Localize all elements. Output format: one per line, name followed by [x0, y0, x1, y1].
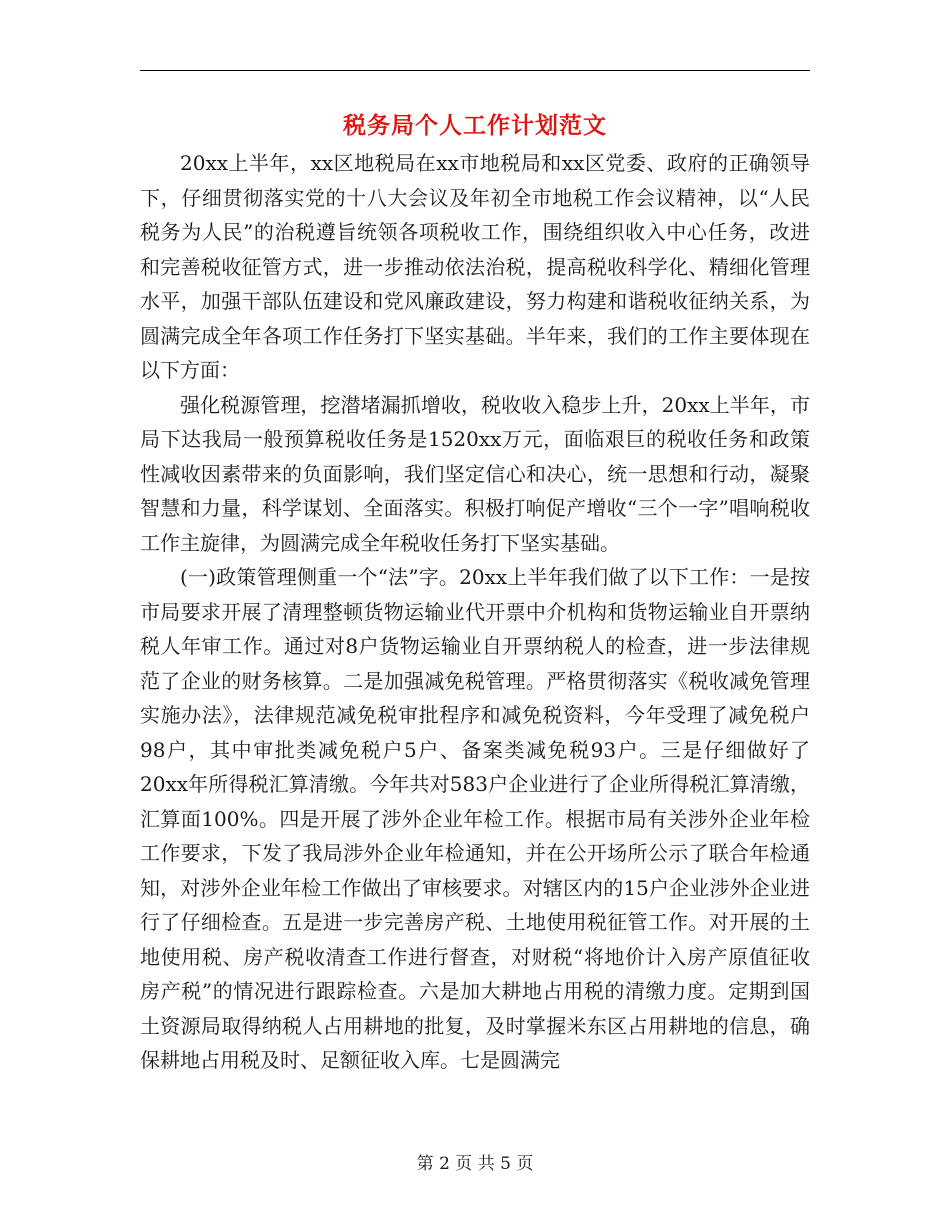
paragraph-policy-management: (一)政策管理侧重一个“法”字。20xx上半年我们做了以下工作：一是按市局要求开展了清理整顿货物运输业代开票中介机构和货物运输业自开票纳税人年审工作。通过对8户货物运输业自开票纳税人的检查，进一步法律规范了企业的财务核算。二是加强减免税管理。严格贯彻落实《税收减免管理实施办法》，法律规范减免税审批程序和减免税资料，今年受理了减免税户98户，其中审批类减免税户5户、备案类减免税93户。三是仔细做好了20xx年所得税汇算清缴。今年共对583户企业进行了企业所得税汇算清缴，汇算面100%。四是开展了涉外企业年检工作。根据市局有关涉外企业年检工作要求，下发了我局涉外企业年检通知，并在公开场所公示了联合年检通知，对涉外企业年检工作做出了审核要求。对辖区内的15户企业涉外企业进行了仔细检查。五是进一步完善房产税、土地使用税征管工作。对开展的土地使用税、房产税收清查工作进行督查，对财税“将地价计入房产原值征收房产税”的情况进行跟踪检查。六是加大耕地占用税的清缴力度。定期到国土资源局取得纳税人占用耕地的批复，及时掌握米东区占用耕地的信息，确保耕地占用税及时、足额征收入库。七是圆满完 [140, 565, 810, 1072]
paragraph-intro: 20xx上半年，xx区地税局在xx市地税局和xx区党委、政府的正确领导下，仔细贯彻落实党的十八大会议及年初全市地税工作会议精神，以“人民税务为人民”的治税遵旨统领各项税收工作，围绕组织收入中心任务，改进和完善税收征管方式，进一步推动依法治税，提高税收科学化、精细化管理水平，加强干部队伍建设和党风廉政建设，努力构建和谐税收征纳关系，为圆满完成全年各项工作任务打下坚实基础。半年来，我们的工作主要体现在以下方面： [140, 151, 810, 382]
paragraph-tax-source: 强化税源管理，挖潜堵漏抓增收，税收收入稳步上升，20xx上半年，市局下达我局一般预算税收任务是1520xx万元，面临艰巨的税收任务和政策性减收因素带来的负面影响，我们坚定信心和决心，统一思想和行动，凝聚智慧和力量，科学谋划、全面落实。积极打响促产增收“三个一字”唱响税收工作主旋律，为圆满完成全年税收任务打下坚实基础。 [140, 392, 810, 555]
document-body [140, 146, 810, 1078]
header-rule [140, 70, 810, 71]
page-footer: 第 2 页 共 5 页 [416, 1154, 534, 1174]
document-title: 税务局个人工作计划范文 [343, 112, 607, 139]
